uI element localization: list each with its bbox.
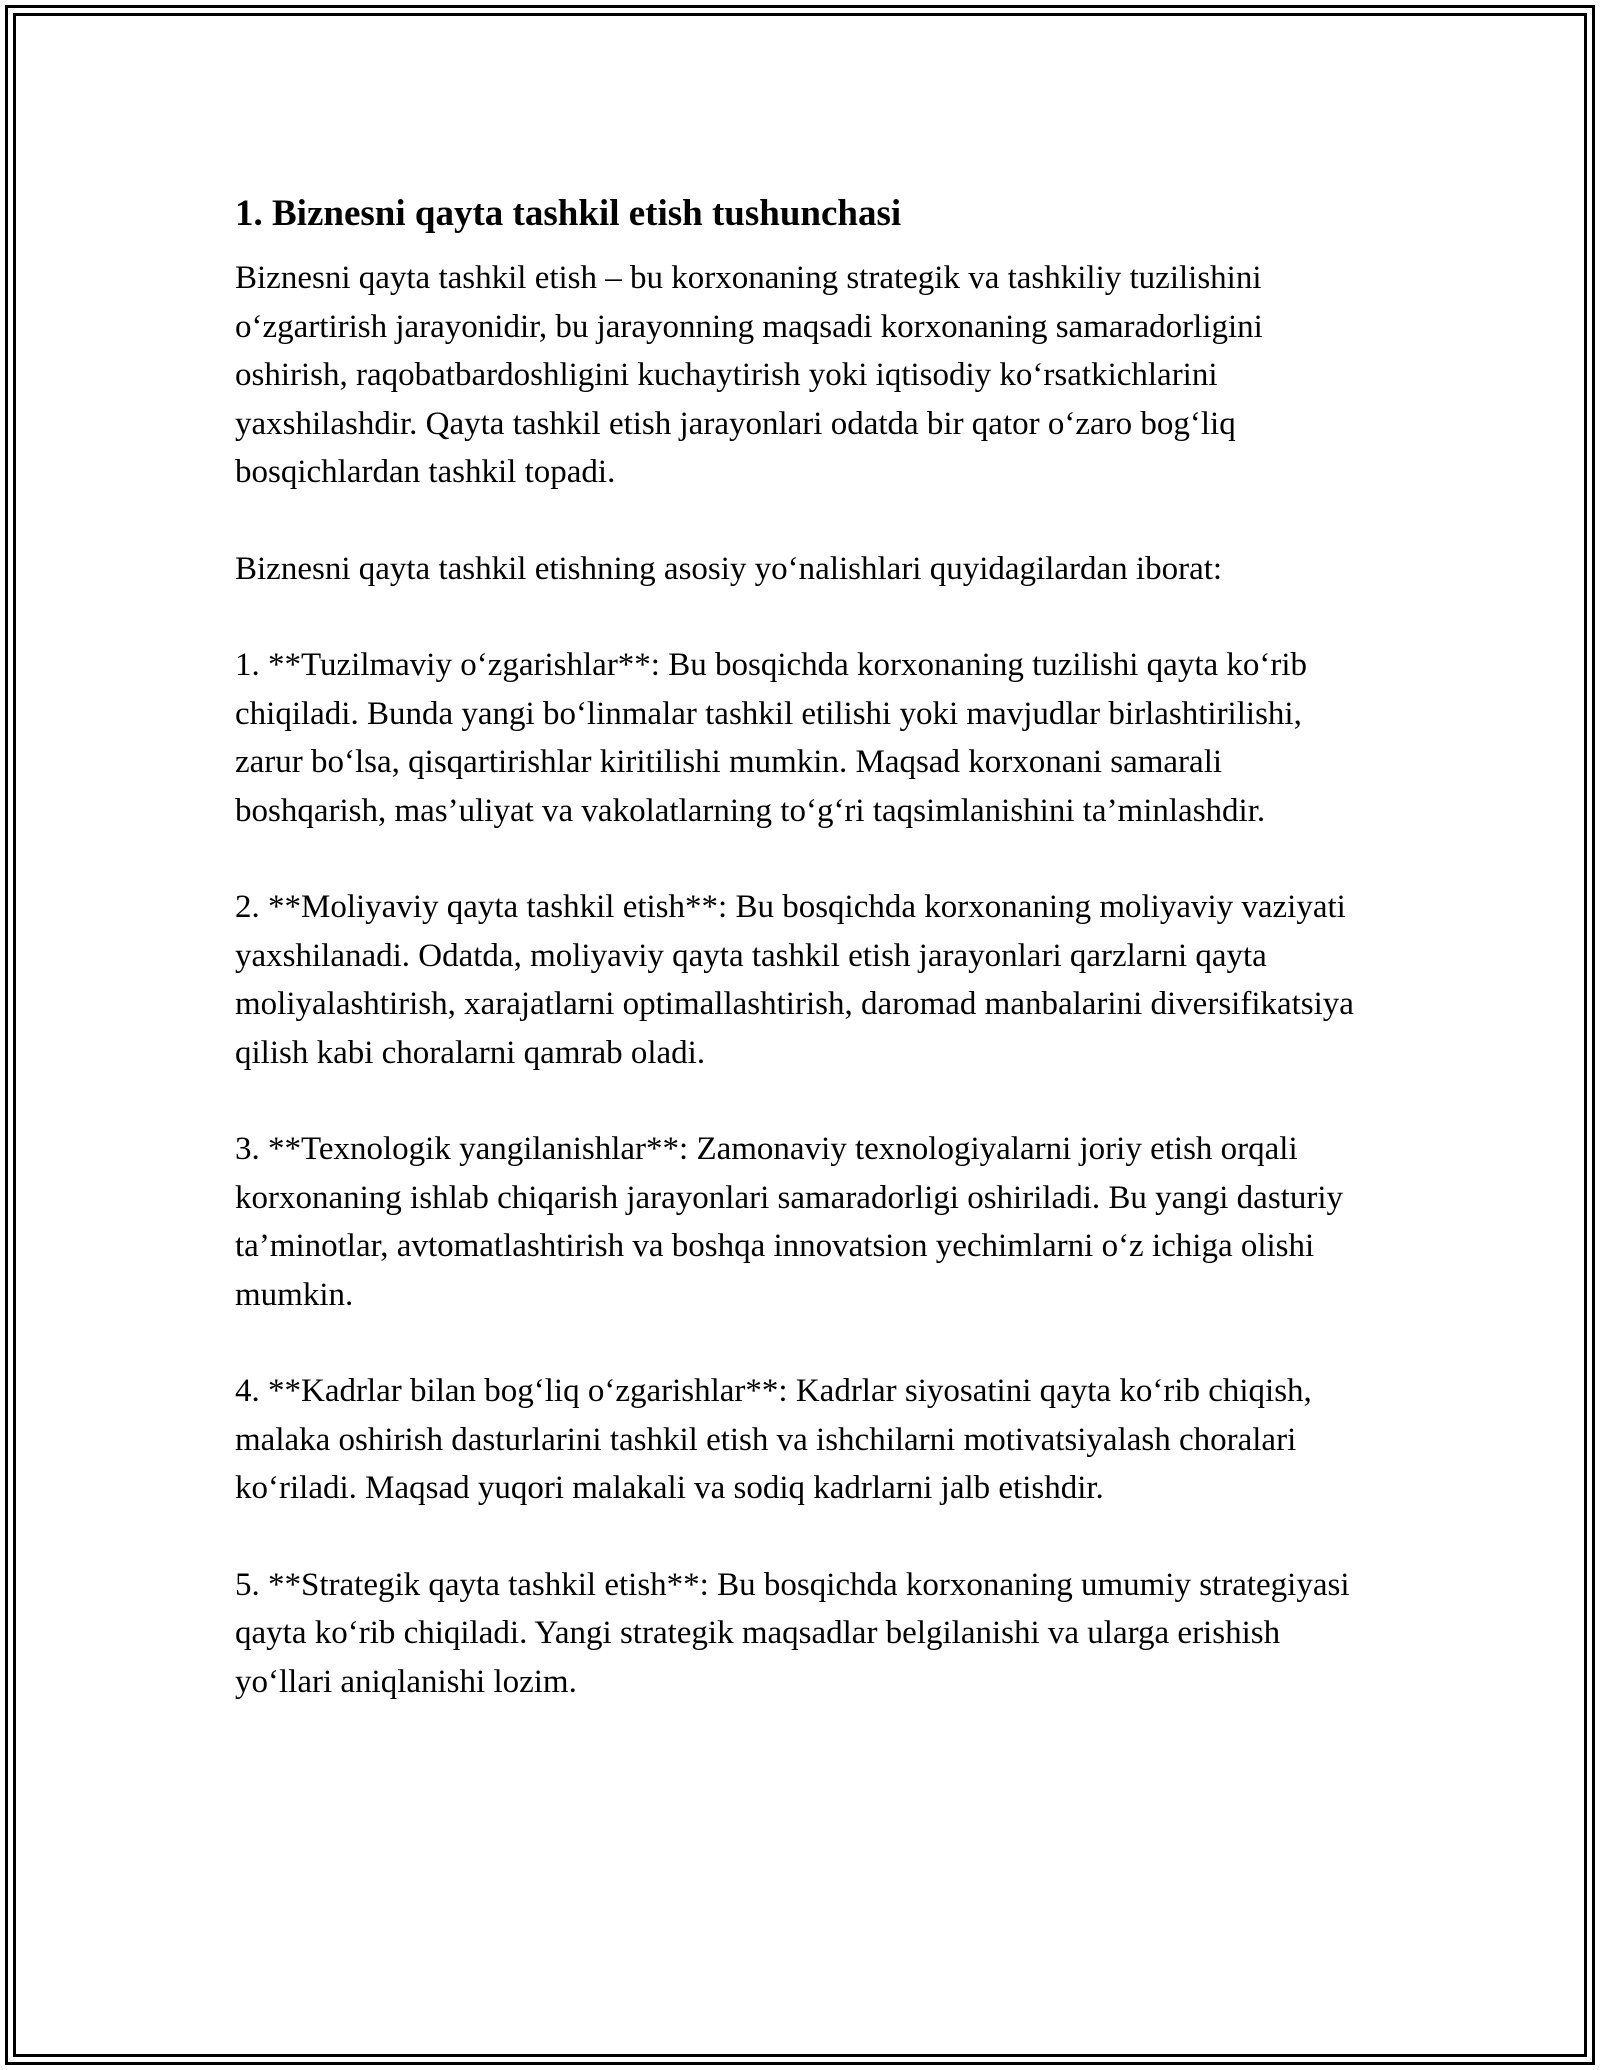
directions-lead-paragraph: Biznesni qayta tashkil etishning asosiy yo‘nalishlari quyidagilardan iborat:: [235, 550, 1223, 587]
list-item-structural-changes: 1. **Tuzilmaviy o‘zgarishlar**: Bu bosqichda korxonaning tuzilishi qayta ko‘rib chiqiladi. Bunda yangi bo‘linmalar tashkil etilishi yoki mavjudlar birlashtirilishi, zarur bo‘lsa, qisqartirishlar kiritilishi mumkin. Maqsad korxonani samarali boshqarish, mas’uliyat va vakolatlarning to‘g‘ri taqsimlanishini ta’minlashdir.: [235, 647, 1308, 829]
list-item-financial-reorganization: 2. **Moliyaviy qayta tashkil etish**: Bu bosqichda korxonaning moliyaviy vaziyati yaxshilanadi. Odatda, moliyaviy qayta tashkil etish jarayonlari qarzlarni qayta moliyalashtirish, xarajatlarni optimallashtirish, daromad manbalarini diversifikatsiya qilish kabi choralarni qamrab oladi.: [235, 889, 1354, 1071]
section-heading: 1. Biznesni qayta tashkil etish tushunchasi: [235, 193, 902, 234]
list-item-personnel-changes: 4. **Kadrlar bilan bog‘liq o‘zgarishlar**: Kadrlar siyosatini qayta ko‘rib chiqish, malaka oshirish dasturlarini tashkil etish va ishchilarni motivatsiyalash choralari ko‘riladi. Maqsad yuqori malakali va sodiq kadrlarni jalb etishdir.: [235, 1373, 1312, 1506]
intro-paragraph: Biznesni qayta tashkil etish – bu korxonaning strategik va tashkiliy tuzilishini o‘zgartirish jarayonidir, bu jarayonning maqsadi korxonaning samaradorligini oshirish, raqobatbardoshligini kuchaytirish yoki iqtisodiy ko‘rsatkichlarini yaxshilashdir. Qayta tashkil etish jarayonlari odatda bir qator o‘zaro bog‘liq bosqichlardan tashkil topadi.: [235, 260, 1263, 490]
list-item-technological-updates: 3. **Texnologik yangilanishlar**: Zamonaviy texnologiyalarni joriy etish orqali korxonaning ishlab chiqarish jarayonlari samaradorligi oshiriladi. Bu yangi dasturiy ta’minotlar, avtomatlashtirish va boshqa innovatsion yechimlarni o‘z ichiga olishi mumkin.: [235, 1131, 1343, 1313]
list-item-strategic-reorganization: 5. **Strategik qayta tashkil etish**: Bu bosqichda korxonaning umumiy strategiyasi qayta ko‘rib chiqiladi. Yangi strategik maqsadlar belgilanishi va ularga erishish yo‘llari aniqlanishi lozim.: [235, 1566, 1350, 1700]
document-body: [235, 186, 1365, 1706]
